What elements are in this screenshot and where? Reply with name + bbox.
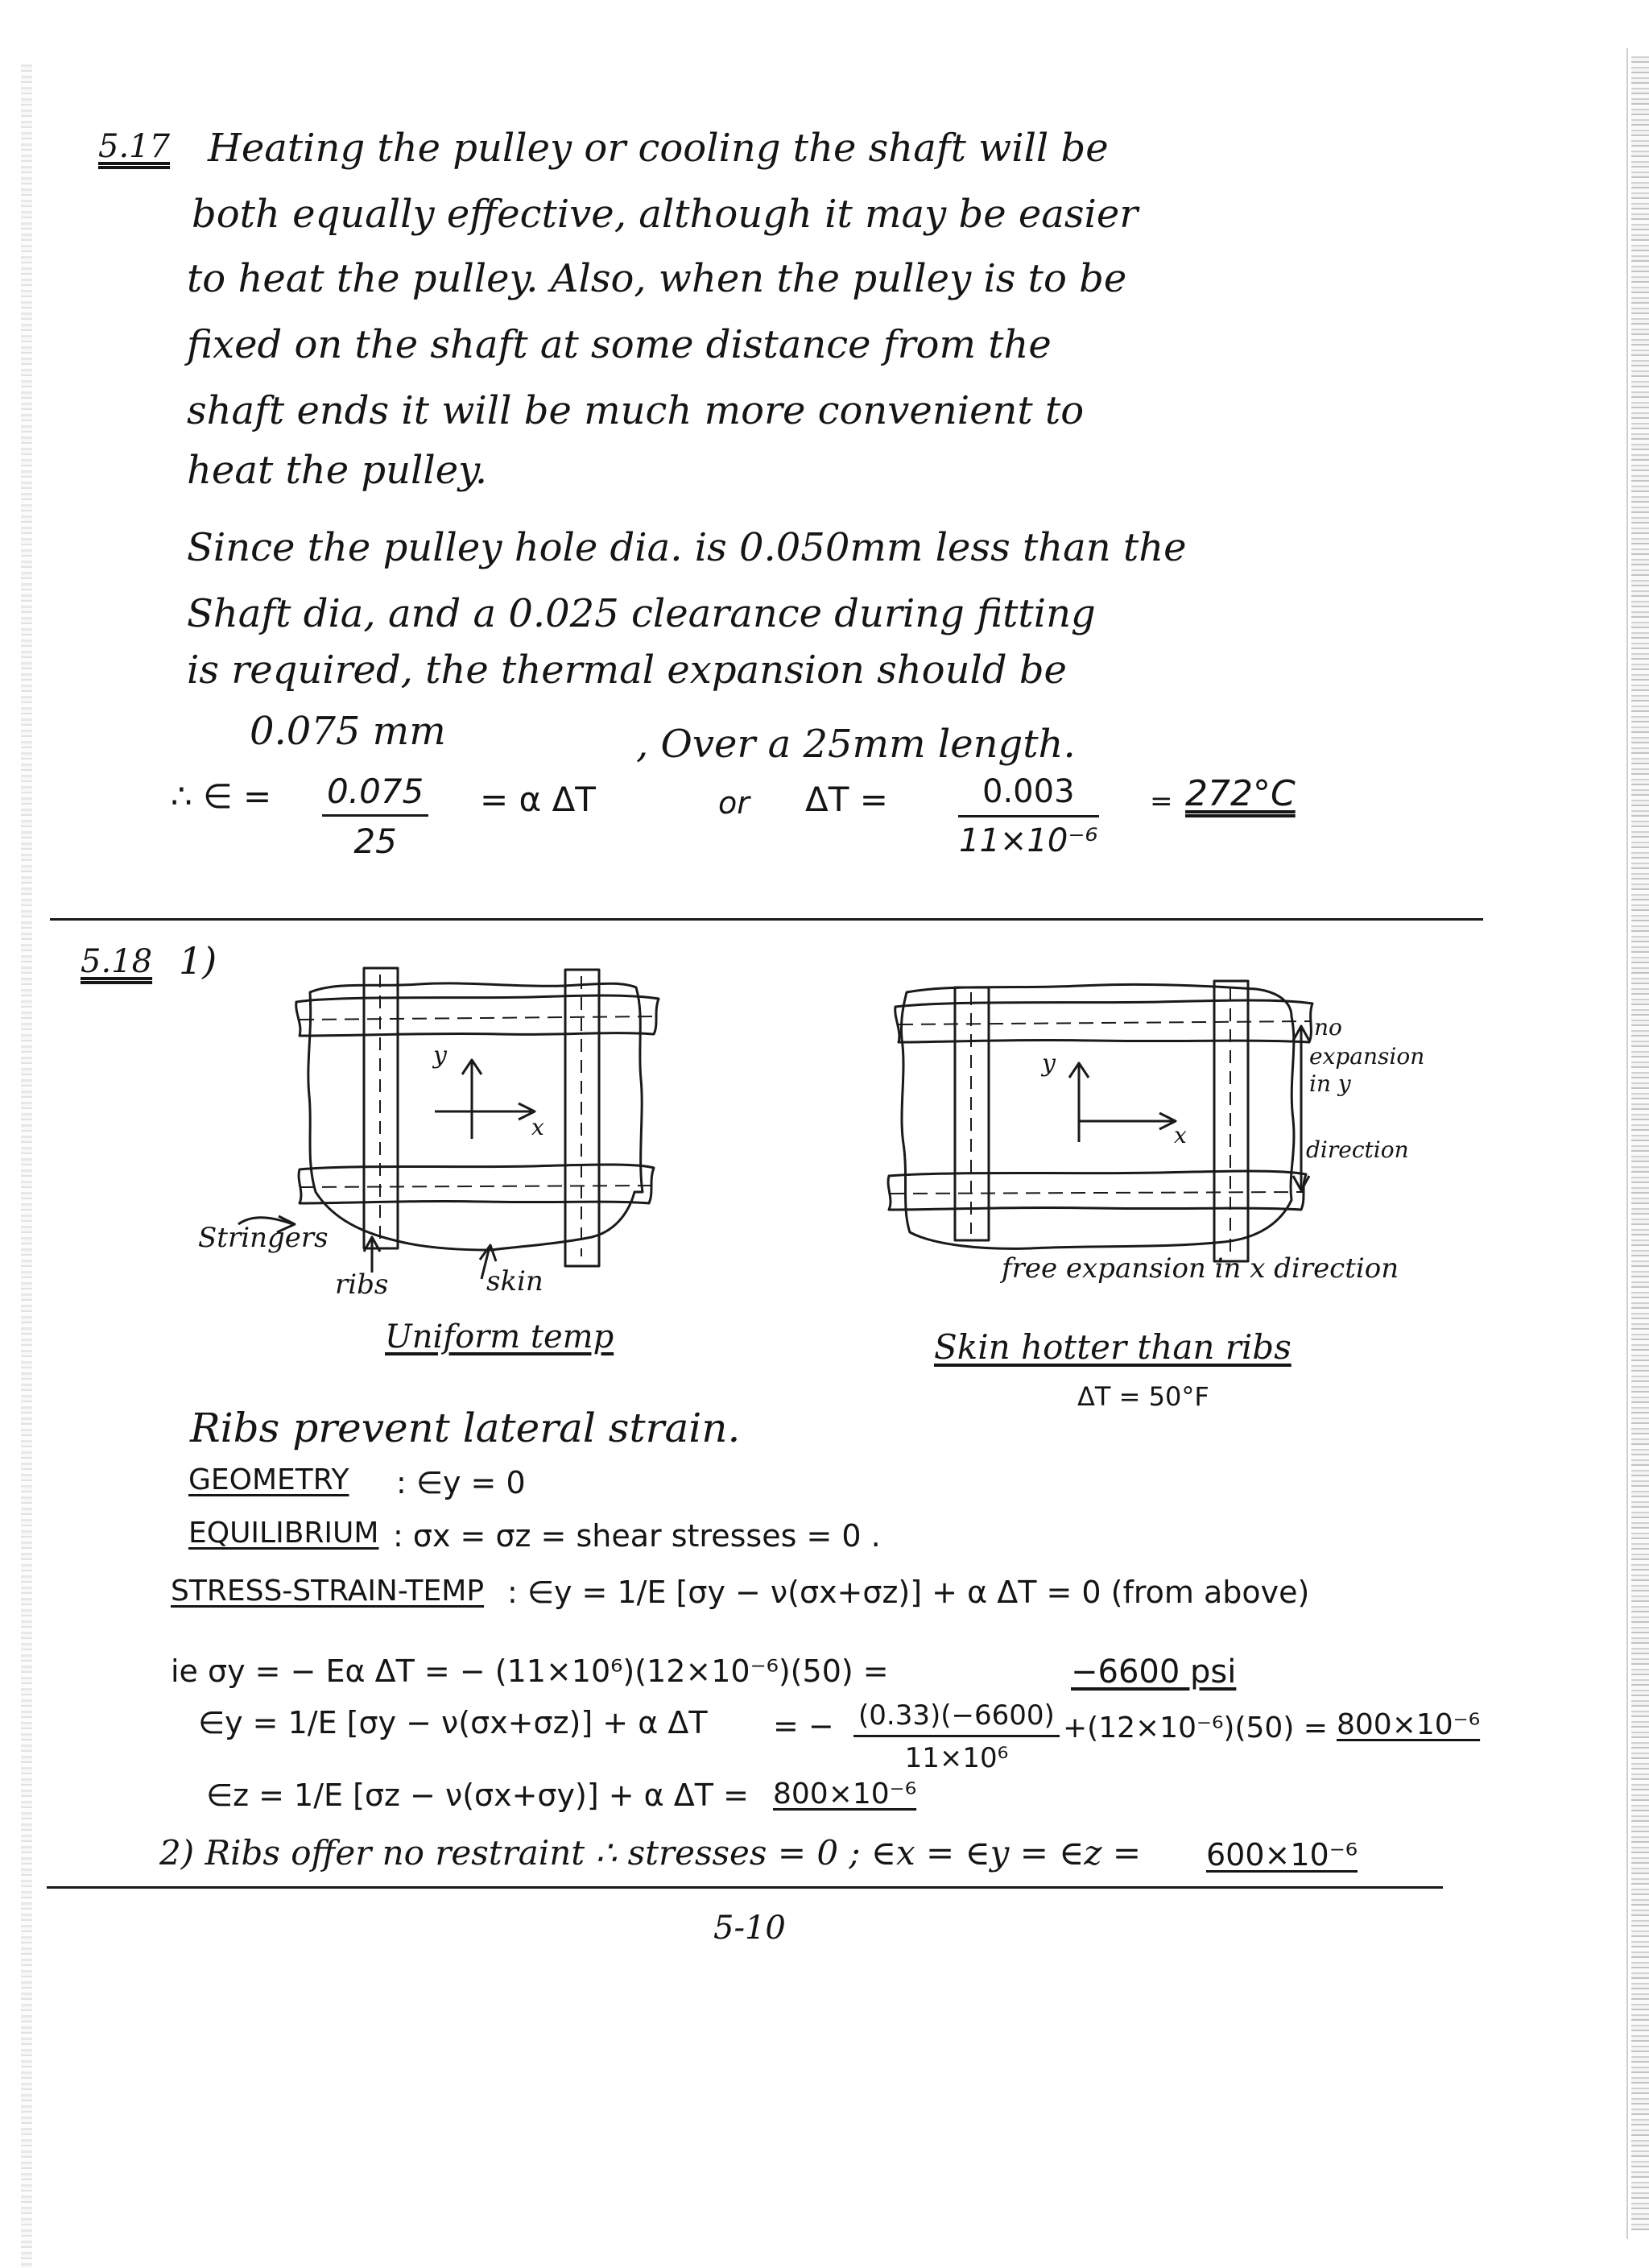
epsilon-z-equation: ∈z = 1/E [σz − ν(σx+σy)] + α ΔT = — [206, 1778, 749, 1813]
delta-t-lhs: ΔT = — [805, 780, 888, 819]
delta-t-equals: = — [1150, 785, 1173, 817]
fig1-y-axis-label: y — [433, 1041, 447, 1070]
text-line-1: Heating the pulley or cooling the shaft will be — [208, 126, 1109, 171]
ribs-label: ribs — [335, 1269, 389, 1301]
problem-number-5-17: 5.17 — [98, 128, 171, 165]
text-line-2: both equally effective, although it may be easier — [192, 192, 1139, 237]
epsilon-z-result: 800×10⁻⁶ — [773, 1778, 917, 1811]
text-line-5: shaft ends it will be much more convenient to — [187, 388, 1085, 433]
page-number: 5-10 — [713, 1910, 786, 1947]
expansion-value: 0.075 mm — [250, 709, 446, 754]
part-2-result: 600×10⁻⁶ — [1206, 1837, 1358, 1873]
epsilon-y-equation: ∈y = 1/E [σy − ν(σx+σz)] + α ΔT — [198, 1705, 708, 1740]
text-line-4: fixed on the shaft at some distance from the — [187, 322, 1052, 367]
geometry-label: GEOMETRY — [188, 1463, 349, 1496]
text-line-7: Since the pulley hole dia. is 0.050mm less than the — [187, 525, 1187, 570]
sigma-y-equation: ie σy = − Eα ΔT = − (11×10⁶)(12×10⁻⁶)(50) = — [171, 1653, 889, 1689]
fig1-x-axis-label: x — [531, 1114, 544, 1140]
part-2-text: 2) Ribs offer no restraint ∴ stresses = 0 ; ∈x = ∈y = ∈z = — [159, 1833, 1142, 1873]
part-1-label: 1) — [179, 939, 217, 983]
or-word: or — [718, 785, 750, 821]
fig2-y-axis-label: y — [1042, 1049, 1056, 1078]
strain-denominator: 25 — [353, 822, 397, 861]
fig2-x-axis-label: x — [1174, 1122, 1187, 1148]
epsilon-y-fraction — [853, 1699, 1060, 1774]
stress-strain-temp-equation: : ∈y = 1/E [σy − ν(σx+σz)] + α ΔT = 0 (from above) — [507, 1575, 1310, 1610]
skin-label: skin — [486, 1265, 543, 1297]
text-line-3: to heat the pulley. Also, when the pulley is to be — [187, 256, 1127, 301]
epsilon-y-rest: +(12×10⁻⁶)(50) = — [1063, 1711, 1328, 1744]
over-length-text: , Over a 25mm length. — [636, 722, 1076, 767]
equilibrium-label: EQUILIBRIUM — [188, 1517, 379, 1550]
delta-t-numerator: 0.003 — [958, 773, 1099, 817]
therefore-epsilon: ∴ ∈ = — [171, 776, 272, 816]
text-line-9: is required, the thermal expansion should be — [187, 648, 1067, 693]
sigma-y-result: −6600 psi — [1071, 1653, 1237, 1691]
epsilon-y-frac-denominator: 11×10⁶ — [904, 1742, 1009, 1774]
strain-numerator: 0.075 — [322, 772, 428, 817]
free-expansion-label: free expansion in x direction — [1002, 1252, 1399, 1285]
problem-number-5-18: 5.18 — [81, 943, 153, 980]
delta-t-denominator: 11×10⁻⁶ — [959, 822, 1098, 859]
stress-strain-temp-label: STRESS-STRAIN-TEMP — [171, 1575, 485, 1608]
no-expansion-line-1: no — [1314, 1014, 1342, 1041]
text-line-6: heat the pulley. — [187, 448, 488, 493]
epsilon-y-result: 800×10⁻⁶ — [1337, 1708, 1481, 1741]
equilibrium-equation: : σx = σz = shear stresses = 0 . — [393, 1518, 881, 1554]
epsilon-y-frac-numerator: (0.33)(−6600) — [853, 1699, 1060, 1737]
fig1-caption: Uniform temp — [385, 1318, 614, 1355]
geometry-equation: : ∈y = 0 — [396, 1465, 526, 1500]
text-line-8: Shaft dia, and a 0.025 clearance during fitting — [187, 591, 1096, 636]
fig2-delta-t: ΔT = 50°F — [1077, 1381, 1209, 1412]
no-expansion-line-4: direction — [1306, 1136, 1409, 1163]
delta-t-result: 272°C — [1185, 773, 1296, 814]
ribs-prevent-text: Ribs prevent lateral strain. — [190, 1405, 741, 1451]
stringers-label: Stringers — [198, 1222, 329, 1254]
no-expansion-line-3: in y — [1309, 1070, 1351, 1097]
fig2-caption: Skin hotter than ribs — [934, 1327, 1292, 1367]
alpha-delta-t: = α ΔT — [480, 780, 596, 819]
epsilon-y-minus: = − — [773, 1708, 834, 1744]
no-expansion-line-2: expansion — [1309, 1043, 1425, 1070]
section-divider-2 — [47, 1886, 1443, 1889]
